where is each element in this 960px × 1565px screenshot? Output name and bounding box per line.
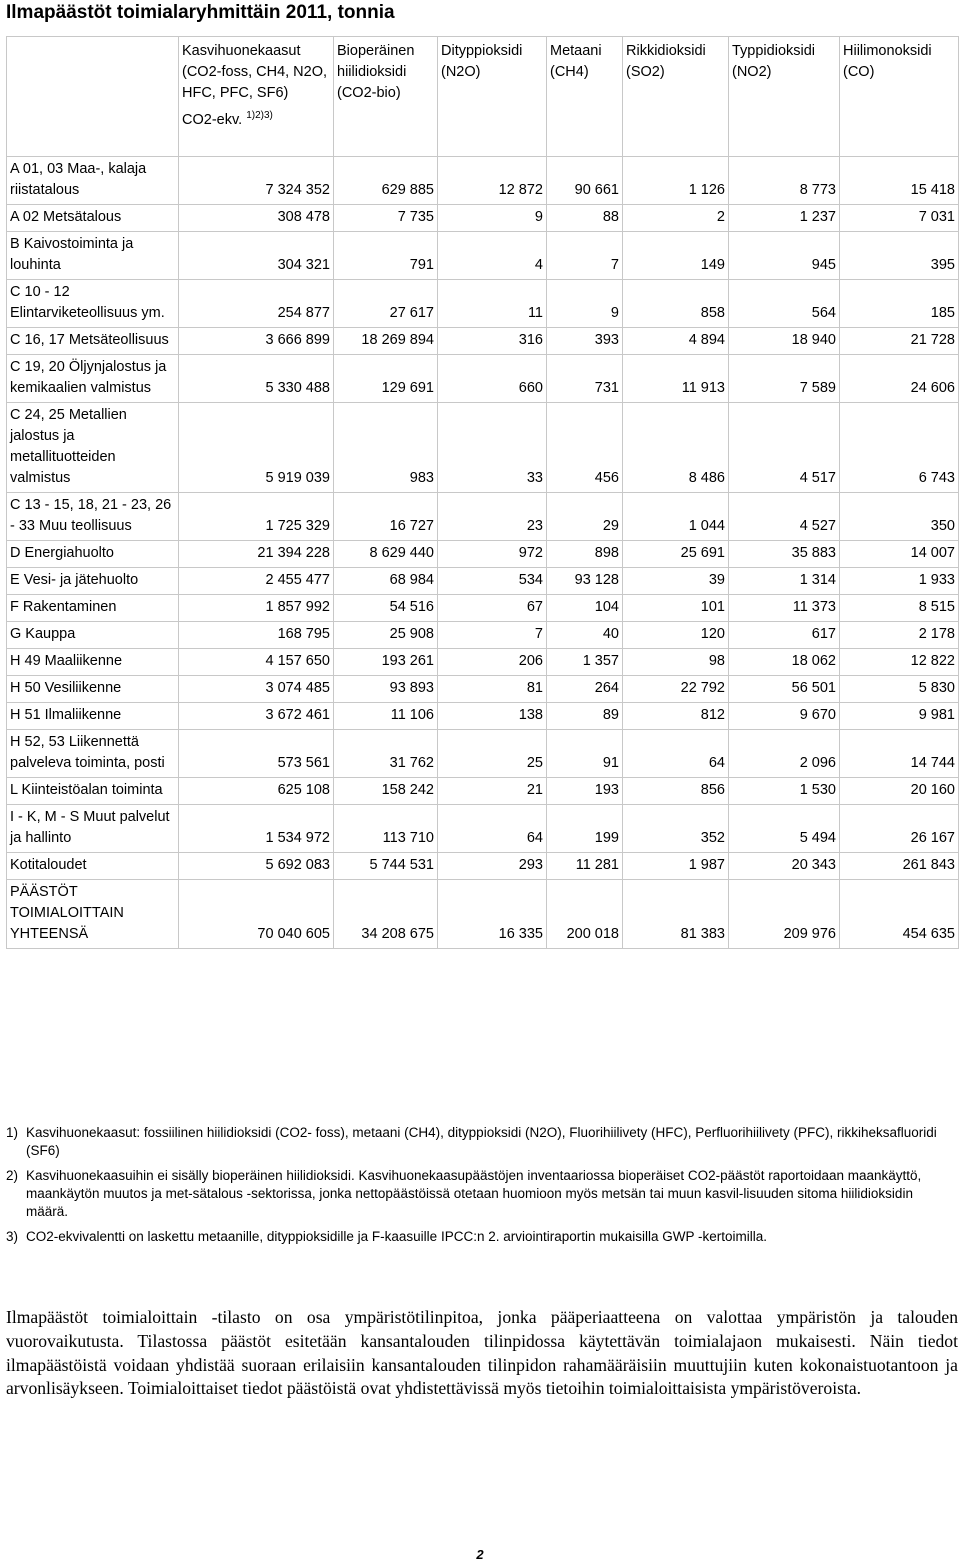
header-unit-label: CO2-ekv. bbox=[182, 112, 243, 128]
table-header-row bbox=[7, 37, 959, 157]
table-row bbox=[7, 730, 959, 778]
table-cell: 1 237 bbox=[729, 205, 840, 232]
page-number: 2 bbox=[476, 1547, 484, 1562]
table-cell: 304 321 bbox=[179, 232, 334, 280]
table-cell: 7 bbox=[547, 232, 623, 280]
table-cell: 7 bbox=[438, 622, 547, 649]
table-cell: 9 981 bbox=[840, 703, 959, 730]
table-row bbox=[7, 649, 959, 676]
table-cell: 31 762 bbox=[334, 730, 438, 778]
table-row bbox=[7, 541, 959, 568]
table-row bbox=[7, 403, 959, 493]
row-label: H 49 Maaliikenne bbox=[7, 649, 179, 676]
table-cell: 3 672 461 bbox=[179, 703, 334, 730]
table-cell: 8 629 440 bbox=[334, 541, 438, 568]
row-label: C 10 - 12 Elintarviketeollisuus ym. bbox=[7, 280, 179, 328]
table-cell: 11 bbox=[438, 280, 547, 328]
table-cell: 660 bbox=[438, 355, 547, 403]
row-label: H 51 Ilmaliikenne bbox=[7, 703, 179, 730]
table-cell: 158 242 bbox=[334, 778, 438, 805]
table-cell: 3 074 485 bbox=[179, 676, 334, 703]
row-label: C 16, 17 Metsäteollisuus bbox=[7, 328, 179, 355]
table-cell: 9 670 bbox=[729, 703, 840, 730]
table-cell: 8 515 bbox=[840, 595, 959, 622]
row-label: G Kauppa bbox=[7, 622, 179, 649]
table-cell: 395 bbox=[840, 232, 959, 280]
header-cell: Dityppioksidi (N2O) bbox=[438, 37, 547, 157]
header-cell-label: Kasvihuonekaasut (CO2-foss, CH4, N2O, HFC, PFC, SF6) bbox=[182, 43, 328, 101]
table-cell: 254 877 bbox=[179, 280, 334, 328]
table-cell: 113 710 bbox=[334, 805, 438, 853]
row-label: C 24, 25 Metallien jalostus ja metallituotteiden valmistus bbox=[7, 403, 179, 493]
table-cell: 81 bbox=[438, 676, 547, 703]
table-cell: 21 728 bbox=[840, 328, 959, 355]
row-label: C 19, 20 Öljynjalostus ja kemikaalien valmistus bbox=[7, 355, 179, 403]
table-cell: 21 bbox=[438, 778, 547, 805]
row-label: D Energiahuolto bbox=[7, 541, 179, 568]
table-cell: 64 bbox=[438, 805, 547, 853]
table-cell: 138 bbox=[438, 703, 547, 730]
table-cell: 34 208 675 bbox=[334, 880, 438, 949]
table-cell: 293 bbox=[438, 853, 547, 880]
table-cell: 4 bbox=[438, 232, 547, 280]
table-cell: 89 bbox=[547, 703, 623, 730]
table-row bbox=[7, 355, 959, 403]
row-label: C 13 - 15, 18, 21 - 23, 26 - 33 Muu teollisuus bbox=[7, 493, 179, 541]
table-cell: 129 691 bbox=[334, 355, 438, 403]
table-cell: 1 725 329 bbox=[179, 493, 334, 541]
table-cell: 308 478 bbox=[179, 205, 334, 232]
table-row bbox=[7, 853, 959, 880]
row-label: B Kaivostoiminta ja louhinta bbox=[7, 232, 179, 280]
table-cell: 1 534 972 bbox=[179, 805, 334, 853]
table-cell: 23 bbox=[438, 493, 547, 541]
table-cell: 11 373 bbox=[729, 595, 840, 622]
table-cell: 573 561 bbox=[179, 730, 334, 778]
footnote-number: 2) bbox=[6, 1168, 19, 1183]
table-cell: 5 494 bbox=[729, 805, 840, 853]
header-cell: Hiilimonoksidi (CO) bbox=[840, 37, 959, 157]
table-cell: 4 527 bbox=[729, 493, 840, 541]
table-row bbox=[7, 232, 959, 280]
table-cell: 14 007 bbox=[840, 541, 959, 568]
table-cell: 90 661 bbox=[547, 157, 623, 205]
table-cell: 29 bbox=[547, 493, 623, 541]
table-cell: 5 830 bbox=[840, 676, 959, 703]
table-cell: 8 773 bbox=[729, 157, 840, 205]
table-cell: 209 976 bbox=[729, 880, 840, 949]
table-cell: 1 314 bbox=[729, 568, 840, 595]
table-cell: 88 bbox=[547, 205, 623, 232]
row-label: A 02 Metsätalous bbox=[7, 205, 179, 232]
table-cell: 350 bbox=[840, 493, 959, 541]
table-cell: 791 bbox=[334, 232, 438, 280]
table-cell: 617 bbox=[729, 622, 840, 649]
table-row bbox=[7, 328, 959, 355]
table-cell: 1 530 bbox=[729, 778, 840, 805]
table-cell: 120 bbox=[623, 622, 729, 649]
table-cell: 1 857 992 bbox=[179, 595, 334, 622]
table-cell: 625 108 bbox=[179, 778, 334, 805]
table-cell: 193 261 bbox=[334, 649, 438, 676]
table-cell: 35 883 bbox=[729, 541, 840, 568]
footnote-number: 1) bbox=[6, 1125, 19, 1140]
table-cell: 534 bbox=[438, 568, 547, 595]
table-cell: 20 160 bbox=[840, 778, 959, 805]
table-row bbox=[7, 778, 959, 805]
row-label: F Rakentaminen bbox=[7, 595, 179, 622]
table-row bbox=[7, 157, 959, 205]
table-cell: 40 bbox=[547, 622, 623, 649]
table-cell: 393 bbox=[547, 328, 623, 355]
table-cell: 16 335 bbox=[438, 880, 547, 949]
table-cell: 2 bbox=[623, 205, 729, 232]
table-cell: 4 894 bbox=[623, 328, 729, 355]
page-title: Ilmapäästöt toimialaryhmittäin 2011, tonnia bbox=[6, 2, 395, 23]
table-cell: 11 913 bbox=[623, 355, 729, 403]
table-cell: 629 885 bbox=[334, 157, 438, 205]
table-cell: 68 984 bbox=[334, 568, 438, 595]
table-cell: 9 bbox=[547, 280, 623, 328]
header-unit bbox=[182, 110, 330, 131]
table-cell: 101 bbox=[623, 595, 729, 622]
table-cell: 731 bbox=[547, 355, 623, 403]
table-cell: 56 501 bbox=[729, 676, 840, 703]
table-cell: 93 893 bbox=[334, 676, 438, 703]
footnote bbox=[6, 1167, 958, 1221]
table-cell: 1 126 bbox=[623, 157, 729, 205]
table-cell: 9 bbox=[438, 205, 547, 232]
table-cell: 24 606 bbox=[840, 355, 959, 403]
row-label: A 01, 03 Maa-, kalaja riistatalous bbox=[7, 157, 179, 205]
emissions-table bbox=[6, 36, 959, 949]
table-cell: 27 617 bbox=[334, 280, 438, 328]
header-cell: Bioperäinen hiilidioksidi (CO2-bio) bbox=[334, 37, 438, 157]
table-cell: 22 792 bbox=[623, 676, 729, 703]
table-cell: 16 727 bbox=[334, 493, 438, 541]
table-row bbox=[7, 805, 959, 853]
table-cell: 812 bbox=[623, 703, 729, 730]
table-cell: 5 919 039 bbox=[179, 403, 334, 493]
table-cell: 18 940 bbox=[729, 328, 840, 355]
row-label: H 50 Vesiliikenne bbox=[7, 676, 179, 703]
table-cell: 7 031 bbox=[840, 205, 959, 232]
table-cell: 7 324 352 bbox=[179, 157, 334, 205]
row-label: I - K, M - S Muut palvelut ja hallinto bbox=[7, 805, 179, 853]
table-cell: 15 418 bbox=[840, 157, 959, 205]
table-cell: 91 bbox=[547, 730, 623, 778]
table-row bbox=[7, 880, 959, 949]
table-cell: 2 455 477 bbox=[179, 568, 334, 595]
table-cell: 168 795 bbox=[179, 622, 334, 649]
table-cell: 2 096 bbox=[729, 730, 840, 778]
table-cell: 25 691 bbox=[623, 541, 729, 568]
table-cell: 26 167 bbox=[840, 805, 959, 853]
table-cell: 18 062 bbox=[729, 649, 840, 676]
table-cell: 1 987 bbox=[623, 853, 729, 880]
table-cell: 7 735 bbox=[334, 205, 438, 232]
table-cell: 21 394 228 bbox=[179, 541, 334, 568]
table-row bbox=[7, 622, 959, 649]
table-cell: 7 589 bbox=[729, 355, 840, 403]
table-cell: 11 281 bbox=[547, 853, 623, 880]
footnote-text: Kasvihuonekaasut: fossiilinen hiilidioksidi (CO2- foss), metaani (CH4), dityppioksidi (N2O), Fluorihiilivety (HFC), Perfluorihiilivety (PFC), rikkiheksafluoridi (SF6) bbox=[26, 1125, 937, 1158]
table-cell: 1 044 bbox=[623, 493, 729, 541]
table-cell: 8 486 bbox=[623, 403, 729, 493]
table-cell: 1 357 bbox=[547, 649, 623, 676]
table-cell: 5 744 531 bbox=[334, 853, 438, 880]
table-cell: 39 bbox=[623, 568, 729, 595]
footnote bbox=[6, 1228, 958, 1246]
table-cell: 352 bbox=[623, 805, 729, 853]
table-cell: 25 bbox=[438, 730, 547, 778]
header-cell bbox=[179, 37, 334, 157]
body-paragraph: Ilmapäästöt toimialoittain -tilasto on osa ympäristötilinpitoa, jonka pääperiaatteena on valottaa ympäristön ja talouden vuorovaikutusta. Tilastossa päästöt esitetään kansantalouden tilinpidossa käytettävän toimialajaon mukaisesti. Näin tiedot ilmapäästöistä voidaan yhdistää suoraan erilaisiin kansantalouden tilinpidon rahamääräisiin muuttujiin kuten kokonaistuotantoon ja arvonlisäykseen. Toimialoittaiset tiedot päästöistä ovat yhdistettävissä myös tietoihin toimialoittaisista ympäristöveroista. bbox=[6, 1307, 958, 1399]
row-label: H 52, 53 Liikennettä palveleva toiminta, posti bbox=[7, 730, 179, 778]
table-cell: 564 bbox=[729, 280, 840, 328]
table-cell: 454 635 bbox=[840, 880, 959, 949]
table-cell: 81 383 bbox=[623, 880, 729, 949]
table-row bbox=[7, 568, 959, 595]
table-cell: 5 330 488 bbox=[179, 355, 334, 403]
table-cell: 20 343 bbox=[729, 853, 840, 880]
table-cell: 4 157 650 bbox=[179, 649, 334, 676]
table-cell: 185 bbox=[840, 280, 959, 328]
footnote-text: Kasvihuonekaasuihin ei sisälly bioperäinen hiilidioksidi. Kasvihuonekaasupäästöjen inventaariossa bioperäiset CO2-päästöt raportoidaan maankäyttö, maankäytön muutos ja met-sätalous -sektorissa, jonka nettopäästöissä otetaan huomioon myös metsän tai muun kasvil-lisuuden sitoma hiilidioksidin määrä. bbox=[26, 1168, 922, 1219]
table-cell: 261 843 bbox=[840, 853, 959, 880]
table-cell: 858 bbox=[623, 280, 729, 328]
table-cell: 199 bbox=[547, 805, 623, 853]
row-label: Kotitaloudet bbox=[7, 853, 179, 880]
header-cell: Rikkidioksidi (SO2) bbox=[623, 37, 729, 157]
table-cell: 206 bbox=[438, 649, 547, 676]
footnotes bbox=[6, 1124, 958, 1253]
table-cell: 104 bbox=[547, 595, 623, 622]
table-cell: 264 bbox=[547, 676, 623, 703]
table-cell: 93 128 bbox=[547, 568, 623, 595]
table-cell: 983 bbox=[334, 403, 438, 493]
table-cell: 200 018 bbox=[547, 880, 623, 949]
table-row bbox=[7, 703, 959, 730]
table-row bbox=[7, 280, 959, 328]
table-cell: 456 bbox=[547, 403, 623, 493]
table-cell: 898 bbox=[547, 541, 623, 568]
table-row bbox=[7, 205, 959, 232]
table-cell: 98 bbox=[623, 649, 729, 676]
table-cell: 3 666 899 bbox=[179, 328, 334, 355]
header-cell bbox=[7, 37, 179, 157]
table-cell: 316 bbox=[438, 328, 547, 355]
table-cell: 67 bbox=[438, 595, 547, 622]
header-cell: Metaani (CH4) bbox=[547, 37, 623, 157]
table-cell: 856 bbox=[623, 778, 729, 805]
table-cell: 1 933 bbox=[840, 568, 959, 595]
table-cell: 14 744 bbox=[840, 730, 959, 778]
table-cell: 70 040 605 bbox=[179, 880, 334, 949]
table-cell: 54 516 bbox=[334, 595, 438, 622]
table-cell: 64 bbox=[623, 730, 729, 778]
footnote-number: 3) bbox=[6, 1229, 19, 1244]
header-unit-footnote-refs: 1)2)3) bbox=[246, 110, 273, 121]
table-cell: 25 908 bbox=[334, 622, 438, 649]
table-cell: 945 bbox=[729, 232, 840, 280]
table-cell: 193 bbox=[547, 778, 623, 805]
row-label: E Vesi- ja jätehuolto bbox=[7, 568, 179, 595]
table-cell: 2 178 bbox=[840, 622, 959, 649]
footnote-text: CO2-ekvivalentti on laskettu metaanille, dityppioksidille ja F-kaasuille IPCC:n 2. arviointiraportin mukaisilla GWP -kertoimilla. bbox=[26, 1229, 768, 1244]
table-row bbox=[7, 493, 959, 541]
table-row bbox=[7, 595, 959, 622]
table-row bbox=[7, 676, 959, 703]
footnote bbox=[6, 1124, 958, 1160]
table-cell: 11 106 bbox=[334, 703, 438, 730]
table-body bbox=[7, 157, 959, 949]
row-label: PÄÄSTÖT TOIMIALOITTAIN YHTEENSÄ bbox=[7, 880, 179, 949]
table-cell: 12 822 bbox=[840, 649, 959, 676]
table-cell: 33 bbox=[438, 403, 547, 493]
table-cell: 4 517 bbox=[729, 403, 840, 493]
row-label: L Kiinteistöalan toiminta bbox=[7, 778, 179, 805]
header-cell: Typpidioksidi (NO2) bbox=[729, 37, 840, 157]
table-cell: 972 bbox=[438, 541, 547, 568]
table-cell: 18 269 894 bbox=[334, 328, 438, 355]
table-cell: 12 872 bbox=[438, 157, 547, 205]
table-cell: 149 bbox=[623, 232, 729, 280]
table-cell: 5 692 083 bbox=[179, 853, 334, 880]
table-cell: 6 743 bbox=[840, 403, 959, 493]
